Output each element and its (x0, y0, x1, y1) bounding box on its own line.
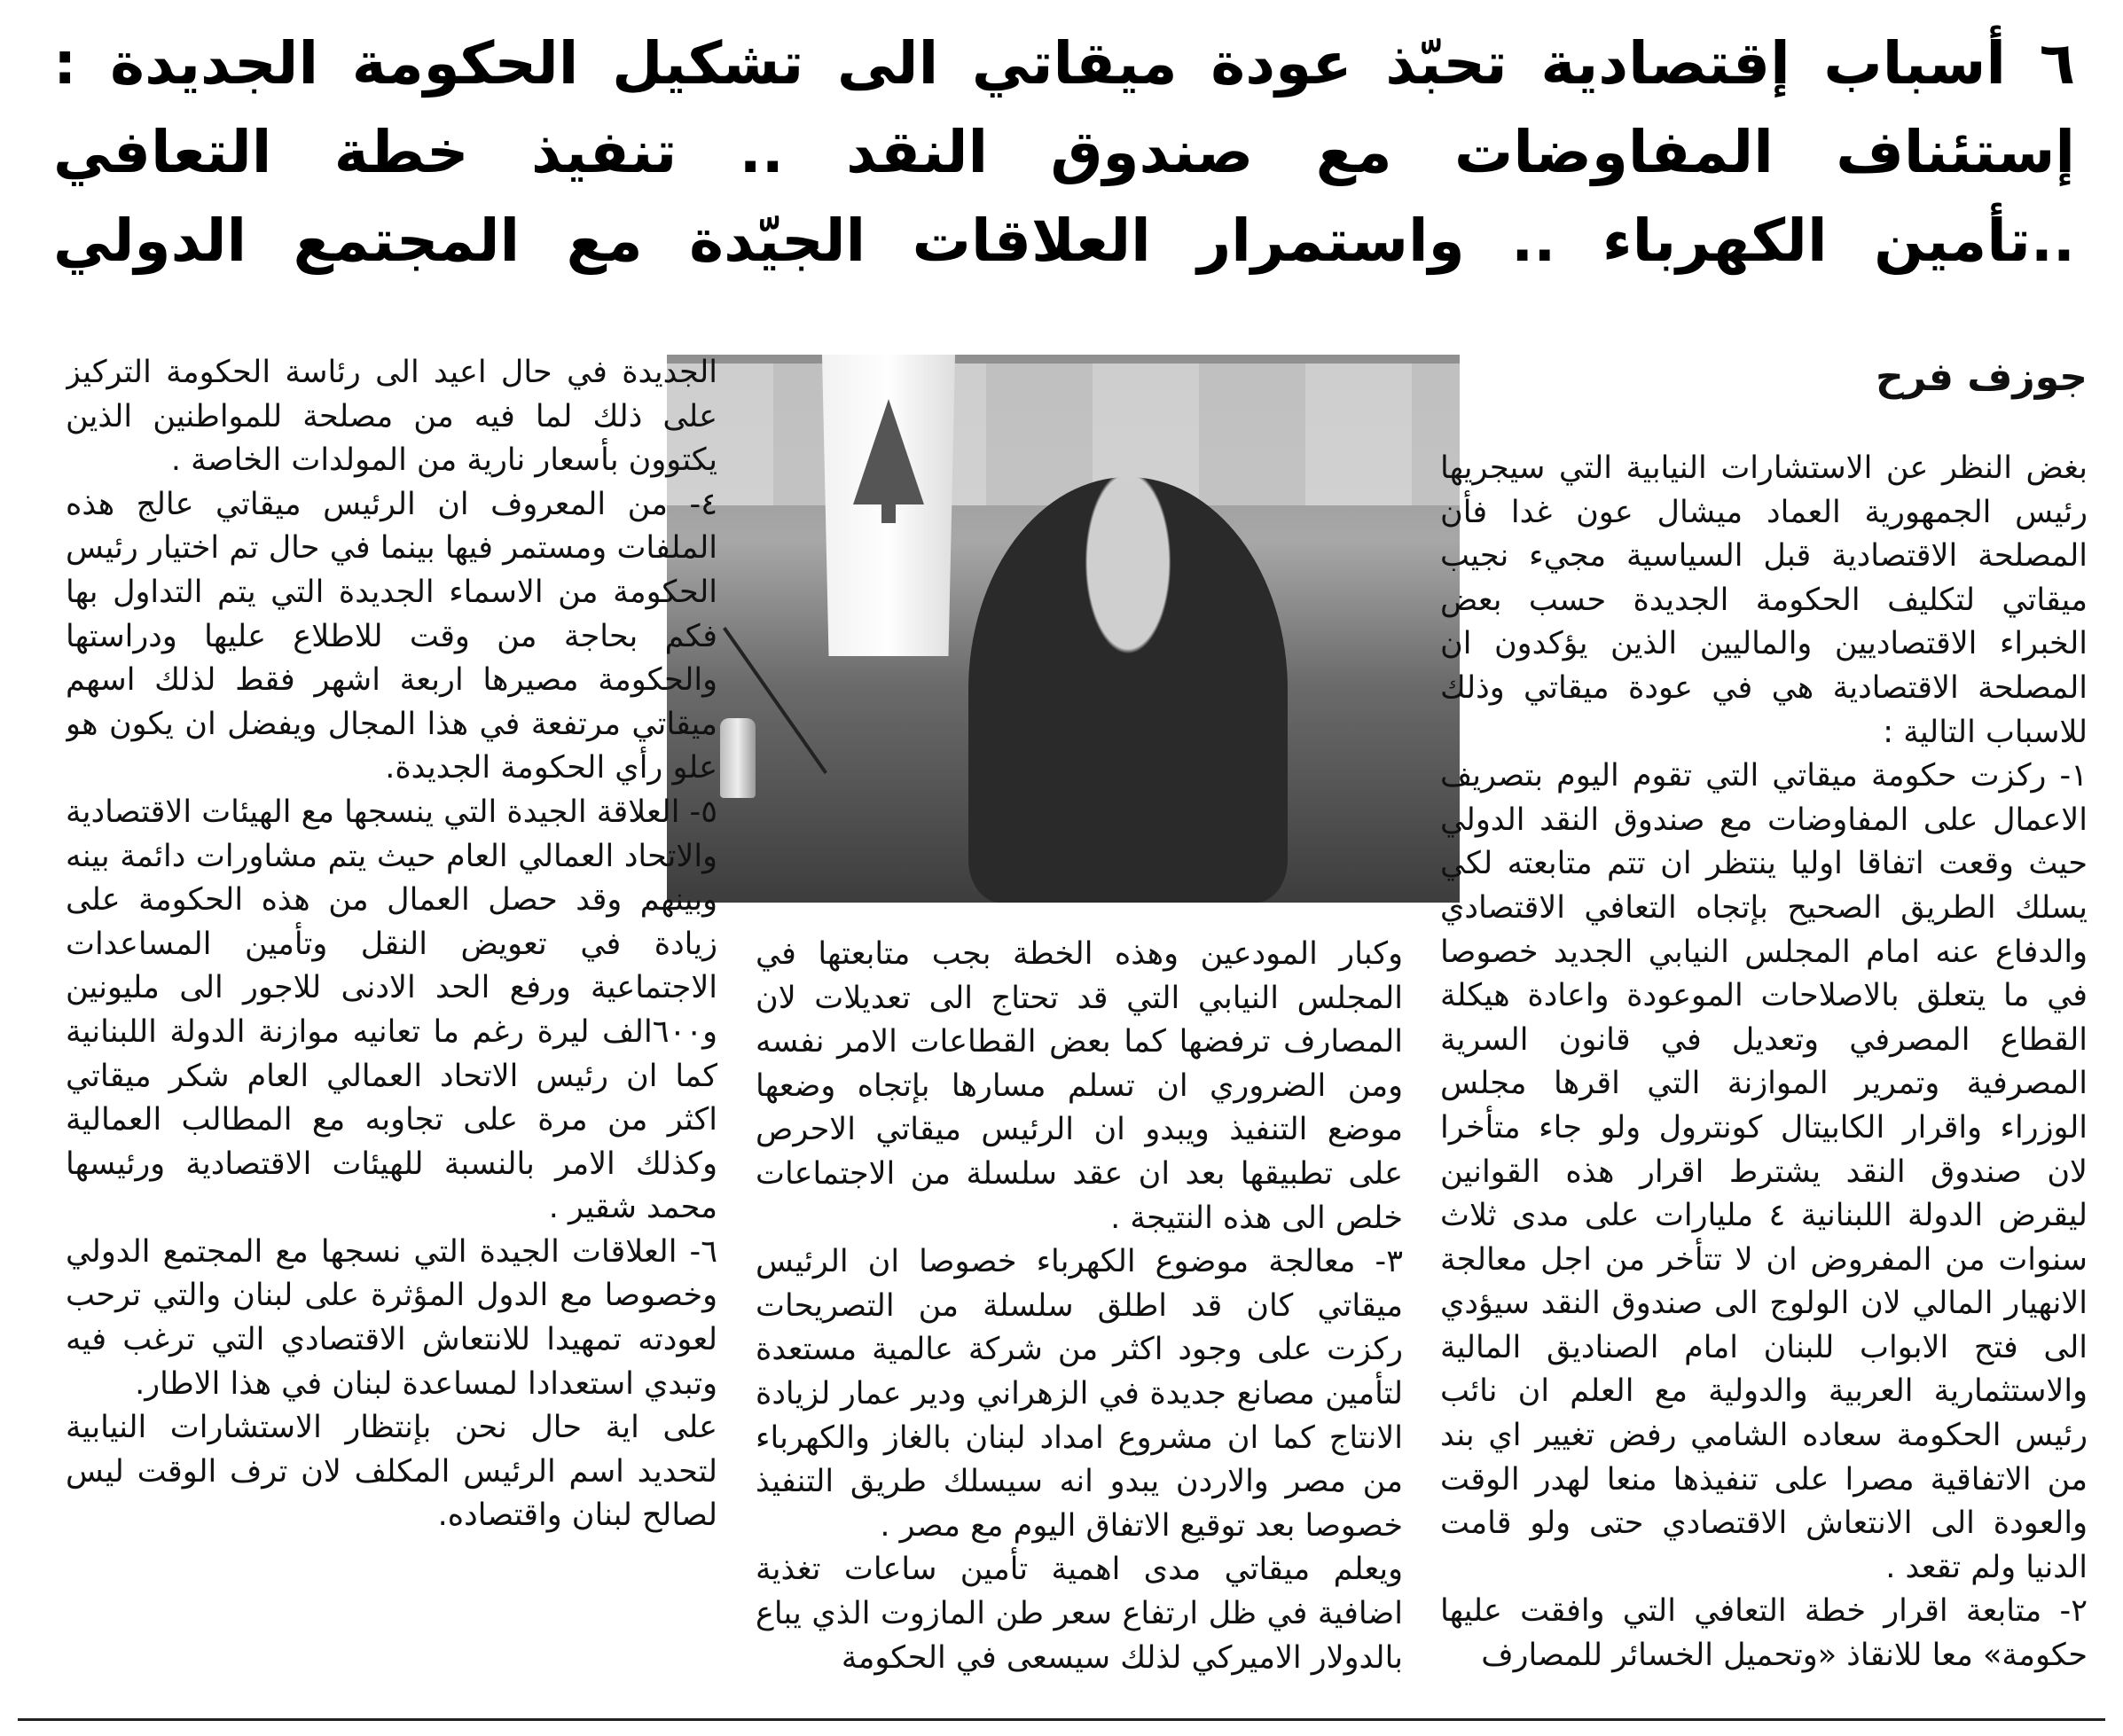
article-photo (667, 355, 1460, 903)
paragraph: ٤- من المعروف ان الرئيس ميقاتي عالج هذه الملفات ومستمر فيها بينما في حال تم اختيار رئيس الحكومة من الاسماء الجديدة التي يتم التداول بها فكم بحاجة من وقت للاطلاع عليها ودراستها والحكومة مصيرها اربعة اشهر فقط لذلك اسهم ميقاتي مرتفعة في هذا المجال ويفضل ان يكون هو علو رأي الحكومة الجديدة. (66, 486, 717, 786)
headline-line-2: إستئناف المفاوضات مع صندوق النقد .. تنفيذ خطة التعافي (53, 118, 2075, 186)
paragraph: ٦- العلاقات الجيدة التي نسجها مع المجتمع الدولي وخصوصا مع الدول المؤثرة على لبنان والتي ترحب لعودته تمهيدا للانتعاش الاقتصادي التي ترغب فيه وتبدي استعدادا لمساعدة لبنان في هذا الاطار. (66, 1233, 717, 1402)
paragraph: ٢- متابعة اقرار خطة التعافي التي وافقت عليها حكومة» معا للانقاذ «وتحميل الخسائر للمصارف (1440, 1593, 2088, 1674)
water-bottle (720, 718, 756, 798)
paragraph: وكبار المودعين وهذه الخطة بجب متابعتها في المجلس النيابي التي قد تحتاج الى تعديلات لان المصارف ترفضها كما بعض القطاعات الامر نفسه ومن الضروري ان تسلم مسارها بإتجاه وضعها موضع التنفيذ ويبدو ان الرئيس ميقاتي الاحرص على تطبيقها بعد ان عقد سلسلة من الاجتماعات خلص الى هذه النتيجة . (756, 936, 1403, 1236)
paragraph: ١- ركزت حكومة ميقاتي التي تقوم اليوم بتصريف الاعمال على المفاوضات مع صندوق النقد الدولي حيث وقعت اتفاقا اوليا ينتظر ان تتم متابعته لكي يسلك الطريق الصحيح بإتجاه التعافي الاقتصادي والدفاع عنه امام المجلس النيابي الجديد خصوصا في ما يتعلق بالاصلاحات الموعودة واعادة هيكلة القطاع المصرفي وتعديل في قانون السرية المصرفية وتمرير الموازنة التي اقرها مجلس الوزراء واقرار الكابيتال كونترول ولو جاء متأخرا لان صندوق النقد يشترط اقرار هذه القوانين ليقرض الدولة اللبنانية ٤ مليارات على مدى ثلاث سنوات من المفروض ان لا تتأخر من اجل معالجة الانهيار المالي لان الولوج الى صندوق النقد سيؤدي الى فتح الابواب للبنان امام الصناديق المالية والاستثمارية العربية والدولية مع العلم ان نائب رئيس الحكومة سعاده الشامي رفض تغيير اي بند من الاتفاقية مصرا على تنفيذها منعا لهدر الوقت والعودة الى الانتعاش الاقتصادي حتى ولو قامت الدنيا ولم تقعد . (1440, 758, 2088, 1585)
bottom-rule (18, 1718, 2105, 1721)
paragraph: ويعلم ميقاتي مدى اهمية تأمين ساعات تغذية اضافية في ظل ارتفاع سعر طن المازوت الذي يباع بالدولار الاميركي لذلك سيسعى في الحكومة (756, 1552, 1403, 1676)
author-byline: جوزف فرح (1876, 355, 2088, 400)
photo-banner (667, 364, 1460, 505)
seated-person (968, 477, 1288, 903)
headline (53, 20, 2075, 285)
paragraph: على اية حال نحن بإنتظار الاستشارات النيابية لتحديد اسم الرئيس المكلف لان ترف الوقت ليس لصالح لبنان واقتصاده. (66, 1410, 717, 1534)
article-column-3 (66, 351, 717, 1706)
paragraph: بغض النظر عن الاستشارات النيابية التي سيجريها رئيس الجمهورية العماد ميشال عون غدا فأن المصلحة الاقتصادية قبل السياسية مجيء نجيب ميقاتي لتكليف الحكومة الجديدة حسب بعض الخبراء الاقتصاديين والماليين الذين يؤكدون ان المصلحة الاقتصادية هي في عودة ميقاتي وذلك للاسباب التالية : (1440, 450, 2088, 750)
article-column-2 (756, 933, 1403, 1706)
headline-line-1: ٦ أسباب إقتصادية تحبّذ عودة ميقاتي الى تشكيل الحكومة الجديدة : (53, 29, 2075, 98)
paragraph: ٥- العلاقة الجيدة التي ينسجها مع الهيئات الاقتصادية والاتحاد العمالي العام حيث يتم مشاورات دائمة بينه وبينهم وقد حصل العمال من هذه الحكومة على زيادة في تعويض النقل وتأمين المساعدات الاجتماعية ورفع الحد الادنى للاجور الى مليونين و٦٠٠الف ليرة رغم ما تعانيه موازنة الدولة اللبنانية كما ان رئيس الاتحاد العمالي العام شكر ميقاتي اكثر من مرة على تجاوبه مع المطالب العمالية وكذلك الامر بالنسبة للهيئات الاقتصادية ورئيسها محمد شقير . (66, 794, 717, 1226)
paragraph: ٣- معالجة موضوع الكهرباء خصوصا ان الرئيس ميقاتي كان قد اطلق سلسلة من التصريحات ركزت على وجود اكثر من شركة عالمية مستعدة لتأمين مصانع جديدة في الزهراني ودير عمار لزيادة الانتاج كما ان مشروع امداد لبنان بالغاز والكهرباء من مصر والاردن يبدو انه سيسلك طريق التنفيذ خصوصا بعد توقيع الاتفاق اليوم مع مصر . (756, 1244, 1403, 1544)
paragraph: الجديدة في حال اعيد الى رئاسة الحكومة التركيز على ذلك لما فيه من مصلحة للمواطنين الذين يكتوون بأسعار نارية من المولدات الخاصة . (66, 355, 717, 479)
article-column-1 (1440, 447, 2088, 1706)
headline-line-3: ..تأمين الكهرباء .. واستمرار العلاقات الجيّدة مع المجتمع الدولي (53, 207, 2075, 275)
